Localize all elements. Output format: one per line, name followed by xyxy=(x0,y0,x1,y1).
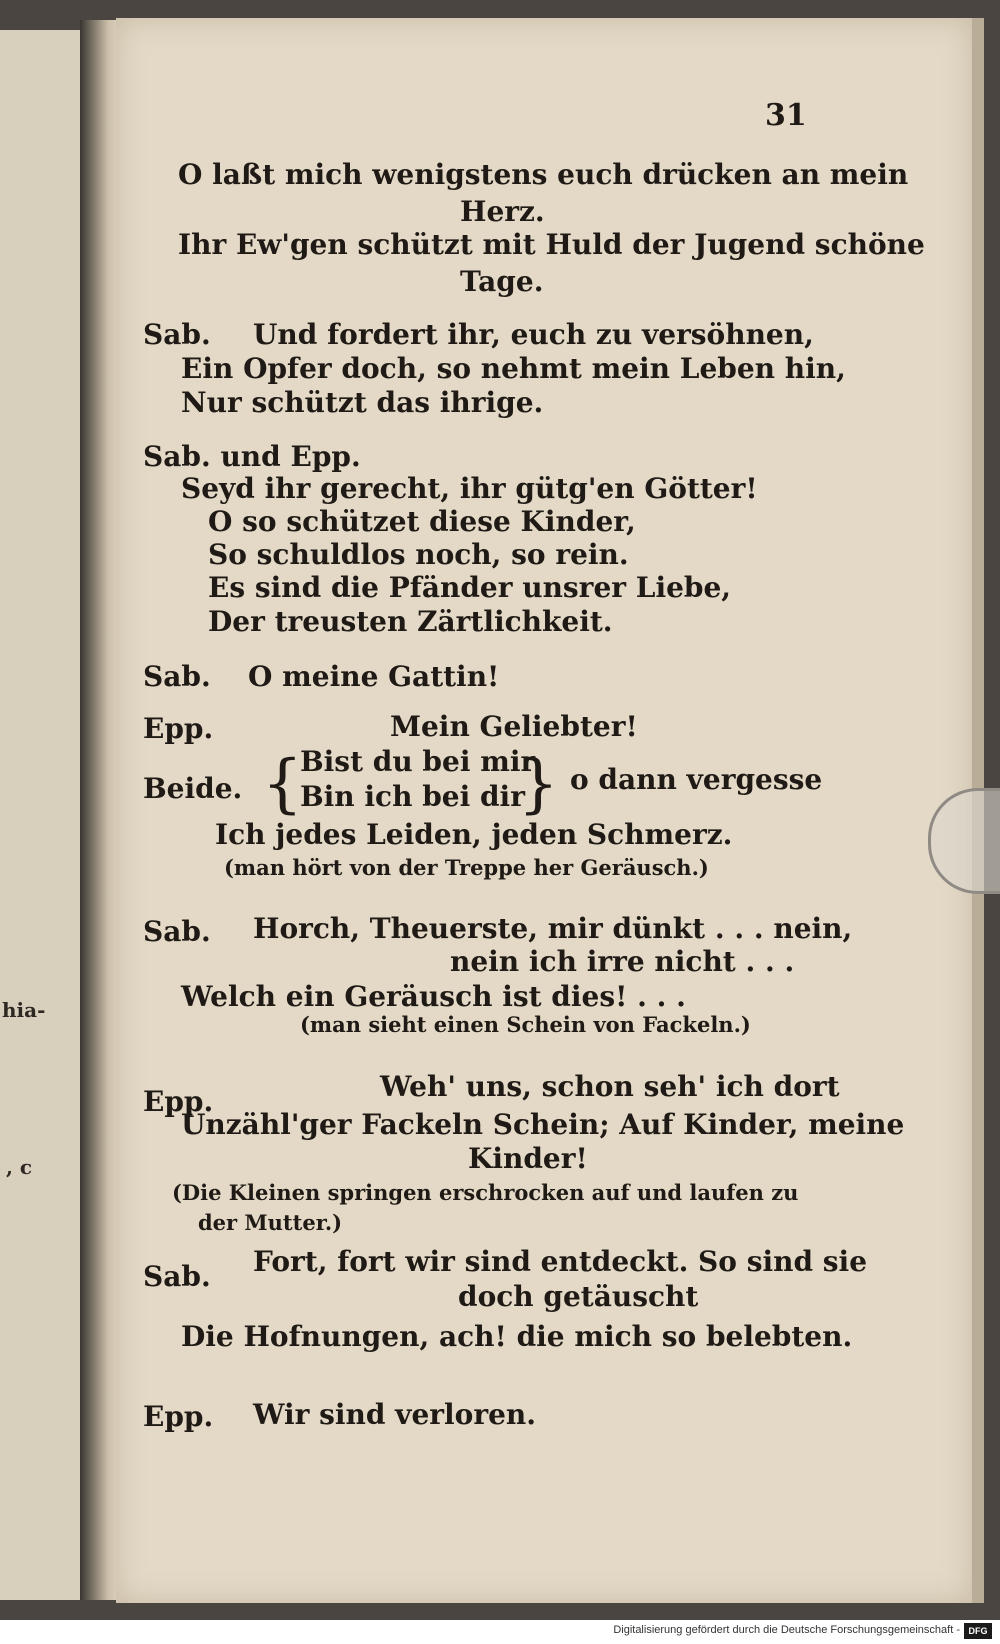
text-line: Nur schützt das ihrige. xyxy=(181,386,544,419)
speaker-label: Sab. xyxy=(143,1260,211,1293)
text-line: Seyd ihr gerecht, ihr gütg'en Götter! xyxy=(181,472,758,505)
speaker-label: Beide. xyxy=(143,772,243,805)
speaker-label: Sab. xyxy=(143,660,211,693)
left-page-fragment: hia- xyxy=(2,998,46,1022)
text-line: Ich jedes Leiden, jeden Schmerz. xyxy=(215,818,733,851)
text-line: Mein Geliebter! xyxy=(390,710,638,743)
text-line: doch getäuscht xyxy=(458,1280,699,1313)
text-line: O so schützet diese Kinder, xyxy=(208,505,636,538)
text-line: Horch, Theuerste, mir dünkt . . . nein, xyxy=(253,912,853,945)
left-page-fragment: , c xyxy=(6,1155,33,1179)
stage-direction: der Mutter.) xyxy=(198,1210,343,1235)
speaker-label: Sab. xyxy=(143,318,211,351)
book-gutter xyxy=(80,20,120,1600)
text-line: Fort, fort wir sind entdeckt. So sind sie xyxy=(253,1245,868,1278)
page-number: 31 xyxy=(765,98,807,133)
text-line: o dann vergesse xyxy=(570,763,823,796)
text-line: Wir sind verloren. xyxy=(253,1398,536,1431)
dfg-logo: DFG xyxy=(964,1623,992,1639)
text-line: Unzähl'ger Fackeln Schein; Auf Kinder, meine xyxy=(181,1108,905,1141)
text-line: Herz. xyxy=(460,195,545,228)
stage-direction: (man hört von der Treppe her Geräusch.) xyxy=(224,855,709,880)
speaker-label: Epp. xyxy=(143,1085,214,1118)
text-line: O laßt mich wenigstens euch drücken an mein xyxy=(178,158,909,191)
speaker-label: Sab. xyxy=(143,915,211,948)
text-line: Kinder! xyxy=(468,1142,588,1175)
text-line: Weh' uns, schon seh' ich dort xyxy=(380,1070,840,1103)
text-line: Die Hofnungen, ach! die mich so belebten. xyxy=(181,1320,853,1353)
stage-direction: (Die Kleinen springen erschrocken auf und laufen zu xyxy=(172,1180,799,1205)
left-brace: { xyxy=(262,747,303,821)
text-line: Bist du bei mir xyxy=(300,745,536,778)
left-page xyxy=(0,30,80,1600)
right-brace: } xyxy=(518,747,559,821)
text-line: Welch ein Geräusch ist dies! . . . xyxy=(181,980,686,1013)
text-line: Und fordert ihr, euch zu versöhnen, xyxy=(253,318,814,351)
text-line: Bin ich bei dir xyxy=(300,780,525,813)
text-line: Ihr Ew'gen schützt mit Huld der Jugend schöne xyxy=(178,228,925,261)
speaker-label: Sab. und Epp. xyxy=(143,440,361,473)
text-line: Tage. xyxy=(460,265,544,298)
text-line: Ein Opfer doch, so nehmt mein Leben hin, xyxy=(181,352,846,385)
speaker-label: Epp. xyxy=(143,1400,214,1433)
text-line: nein ich irre nicht . . . xyxy=(450,945,795,978)
text-line: Es sind die Pfänder unsrer Liebe, xyxy=(208,571,732,604)
text-line: O meine Gattin! xyxy=(248,660,500,693)
footer-credit: Digitalisierung gefördert durch die Deutsche Forschungsgemeinschaft - xyxy=(613,1624,960,1636)
text-line: Der treusten Zärtlichkeit. xyxy=(208,605,613,638)
speaker-label: Epp. xyxy=(143,712,214,745)
stage-direction: (man sieht einen Schein von Fackeln.) xyxy=(300,1012,751,1037)
text-line: So schuldlos noch, so rein. xyxy=(208,538,629,571)
footer xyxy=(0,1620,1000,1644)
